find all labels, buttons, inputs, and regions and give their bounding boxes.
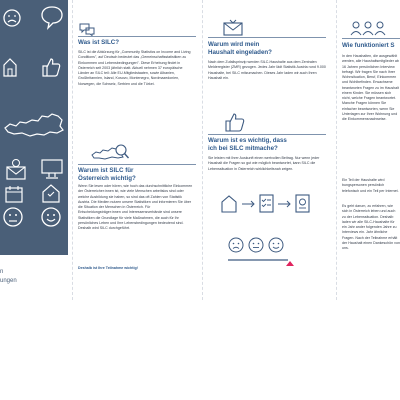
divider (208, 37, 326, 38)
divider (78, 36, 196, 37)
column-how-it-works (342, 0, 400, 300)
fold-line (202, 0, 204, 300)
divider (208, 134, 326, 135)
house-icon (2, 56, 18, 78)
heading-line: Warum wird mein (208, 41, 260, 48)
cover-caption (0, 268, 17, 286)
cover-caption-line: n (0, 269, 4, 275)
cover-panel (0, 0, 68, 255)
calendar-icon (4, 184, 24, 204)
paragraph-how-it-works: In den Haushalten, die ausgewählt werden, alle Haushaltsmitglieder ab 16 Jahren persönlichen Interview befragt. Wir fragen Sie nach Ihrer Wohnsituation, Beruf, Einkommen und Wohlbefinden. Erwachsene beantworten Fragen zu im Haushalt einem Kinder. Sie müssen sich nicht, welche Fragen beantwortet. Manche Fragen können Sie einfacher beantworten, wenn Sie Unterlagen zur Ihrer Wohnung und die Einkommensnachweise. (342, 54, 399, 121)
sad-face-icon (2, 8, 22, 28)
heading-line: Haushalt eingeladen? (208, 48, 272, 56)
happy-face-icon (40, 206, 62, 228)
house-2-icon (40, 182, 62, 204)
divider (78, 164, 196, 165)
euro-envelope-icon (4, 158, 28, 182)
heading-line: Warum ist SILC für (78, 167, 134, 174)
heading-what-is-silc: Was ist SILC? (78, 39, 120, 46)
austria-map-icon (2, 110, 66, 140)
fold-line (72, 0, 74, 300)
heading-why-important-austria (78, 167, 136, 182)
satisfaction-scale-icon (224, 236, 304, 278)
paragraph-what-is-silc: SILC ist die Abkürzung für „Community Statistics on Income and Living Conditions", auf Deutsch bedeutet das „Gemeinschaftsstatistiken zu Einkommen und Lebensbedingungen". Diese Erhebung findet in Österreich seit 2003 jährlich statt. Aktuell nehmen 37 europäische Länder an SILC teil: Alle EU-Mitgliedstaaten, sowie Albanien, Großbritannien, Island, Kosovo, Montenegro, Nordmazedonien, Norwegen, die Schweiz, Serbien und die Türkei. (78, 50, 191, 86)
divider (342, 38, 400, 39)
heading-how-it-works: Wie funktioniert S (342, 42, 395, 49)
heading-line: Österreich wichtig? (78, 174, 136, 182)
paragraph-why-household: Nach dem Zufallsprinzip werden SILC-Haushalte aus dem Zentralen Melderegister (ZMR) gezogen. Jedes Jahr lädt Statistik Austria rund 9.000 Haushalte, bei SILC mitzumachen. Dieses Jahr laden wir auch Ihren Haushalt ein. (208, 60, 326, 80)
process-flow-icon (218, 192, 328, 214)
heading-why-participate (208, 137, 287, 152)
fold-line (336, 0, 338, 300)
paragraph-why-important-austria: Wenn Sie lesen oder hören, wie hoch das durchschnittliche Einkommen der Österreicher:innen ist, wie viele Menschen arbeitslos sind oder welche Ausbildung sie haben, so sind das oft Zahlen von Statistik Austria. Die Medien nutzen unsere Statistiken und informieren Sie über die Situation der Menschen in Österreich. Für Entscheidungsträger:innen und Interessensverbände sind unsere Statistiken die Grundlage für viele Maßnahmen, die auch für Ihr persönliches Leben und Ihre Lebensbedingungen bedeutend sind. Deshalb wird SILC durchgeführt. (78, 184, 193, 230)
heading-why-household (208, 41, 272, 56)
paragraph-yearly-interviews: Es geht darum, zu erfahren, wie sich in Österreich leben und auch zu der Lebenssituation. Deshalb laden wir alle SILC-Haushalte für ein Jahr ander folgenden Jahre zu Interviews ein. Jahr ähnliche Fragen. Nach der Teilnahme erhält der Haushalt einen Dankeschön von uns. (342, 204, 400, 250)
heading-line: ich bei SILC mitmache? (208, 144, 278, 152)
austria-magnifier-icon (90, 140, 130, 162)
people-icon (350, 20, 390, 36)
cover-caption-line: ungen (0, 278, 17, 284)
participation-link[interactable]: Deshalb ist Ihre Teilnahme wichtig! (78, 266, 138, 270)
paragraph-interview-mode: Ein Teil der Haushalte wird bungspersonen persönlich telefonisch und ein Teil per Internet. (342, 178, 399, 193)
mail-envelope-icon (222, 18, 244, 36)
speech-bubble-icon (40, 4, 64, 30)
thumbs-up-icon (40, 56, 62, 78)
paragraph-why-participate: Sie leisten mit Ihrer Auskunft einen wertvollen Beitrag. Nur wenn jeder Haushalt die Fragen so gut wie möglich beantwortet, kann SILC die Lebenssituation in Österreich wirklichkeitsnah zeigen. (208, 156, 320, 171)
thumbs-up-icon (222, 112, 248, 132)
heading-line: Warum ist es wichtig, dass (208, 137, 287, 144)
neutral-face-icon (2, 206, 24, 228)
computer-icon (40, 158, 64, 180)
speech-bubbles-icon (78, 22, 96, 36)
